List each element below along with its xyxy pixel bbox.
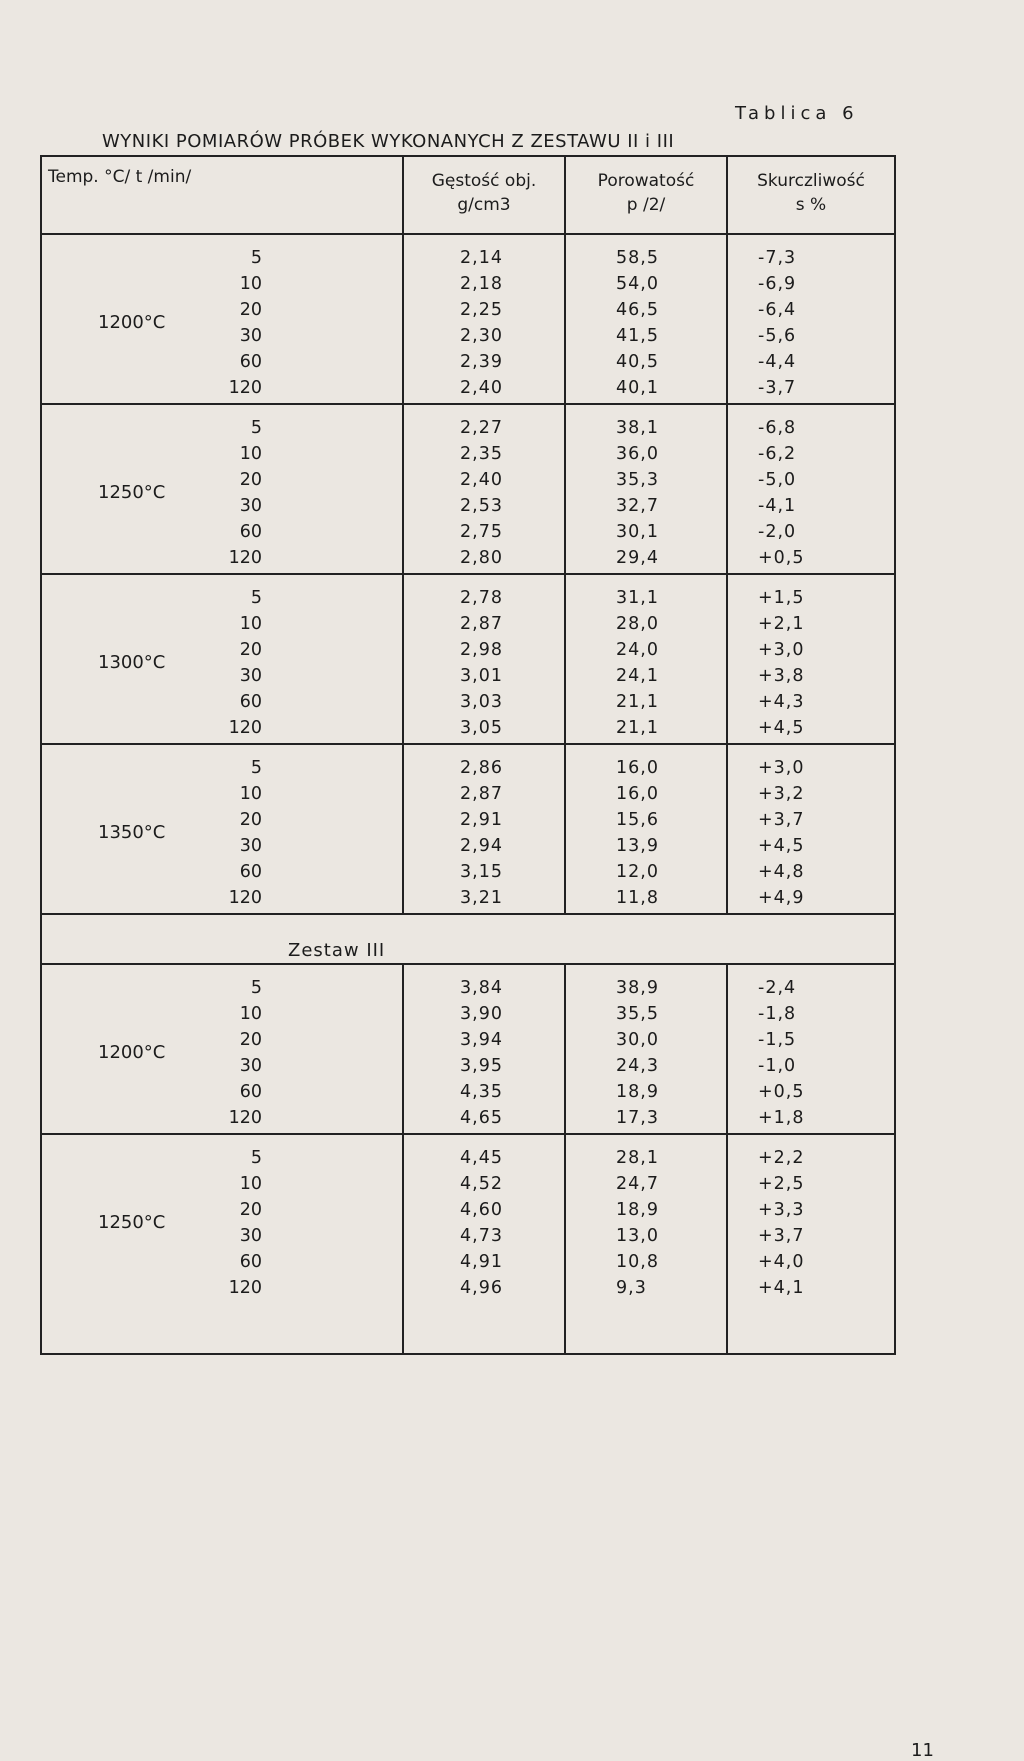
porosity-cell: 28,0 [616, 614, 659, 634]
header-divider [40, 233, 896, 235]
porosity-cell: 29,4 [616, 548, 659, 568]
header-porosity-unit: p /2/ [626, 195, 666, 215]
density-cell: 2,39 [460, 352, 503, 372]
porosity-cell: 24,1 [616, 666, 659, 686]
density-cell: 4,73 [460, 1226, 503, 1246]
shrinkage-cell: +4,0 [758, 1252, 805, 1272]
density-cell: 2,18 [460, 274, 503, 294]
shrinkage-cell: -1,0 [758, 1056, 797, 1076]
shrinkage-cell: -6,2 [758, 444, 797, 464]
shrinkage-cell: -1,8 [758, 1004, 797, 1024]
time-cell: 30 [239, 836, 262, 856]
group-divider [40, 1133, 896, 1135]
time-cell: 5 [250, 588, 262, 608]
results-table [40, 155, 896, 1355]
column-divider [402, 963, 404, 1355]
porosity-cell: 16,0 [616, 784, 659, 804]
density-cell: 2,86 [460, 758, 503, 778]
density-cell: 2,75 [460, 522, 503, 542]
column-divider [564, 963, 566, 1355]
density-cell: 2,40 [460, 378, 503, 398]
porosity-cell: 24,7 [616, 1174, 659, 1194]
time-cell: 20 [239, 1030, 262, 1050]
porosity-cell: 35,5 [616, 1004, 659, 1024]
time-cell: 20 [239, 640, 262, 660]
header-shrinkage [728, 169, 894, 217]
shrinkage-cell: +1,8 [758, 1108, 805, 1128]
time-cell: 30 [239, 1226, 262, 1246]
shrinkage-cell: +4,8 [758, 862, 805, 882]
header-porosity-label: Porowatość [597, 171, 695, 191]
time-cell: 30 [239, 496, 262, 516]
shrinkage-cell: -6,9 [758, 274, 797, 294]
temperature-label: 1250°C [98, 1212, 166, 1233]
time-cell: 10 [239, 1174, 262, 1194]
shrinkage-cell: +3,0 [758, 758, 805, 778]
porosity-cell: 11,8 [616, 888, 659, 908]
header-temp: Temp. °C/ t /min/ [48, 167, 192, 187]
density-cell: 2,14 [460, 248, 503, 268]
column-divider [726, 155, 728, 913]
density-cell: 3,95 [460, 1056, 503, 1076]
time-cell: 120 [228, 1108, 262, 1128]
temperature-label: 1250°C [98, 482, 166, 503]
zestaw-divider [40, 963, 896, 965]
shrinkage-cell: -4,1 [758, 496, 797, 516]
density-cell: 4,35 [460, 1082, 503, 1102]
porosity-cell: 21,1 [616, 692, 659, 712]
density-cell: 3,15 [460, 862, 503, 882]
density-cell: 2,78 [460, 588, 503, 608]
density-cell: 2,98 [460, 640, 503, 660]
header-density-unit: g/cm3 [457, 195, 511, 215]
density-cell: 2,87 [460, 614, 503, 634]
shrinkage-cell: -6,8 [758, 418, 797, 438]
porosity-cell: 24,3 [616, 1056, 659, 1076]
time-cell: 10 [239, 274, 262, 294]
density-cell: 3,84 [460, 978, 503, 998]
shrinkage-cell: -1,5 [758, 1030, 797, 1050]
time-cell: 60 [239, 1082, 262, 1102]
porosity-cell: 17,3 [616, 1108, 659, 1128]
density-cell: 3,94 [460, 1030, 503, 1050]
porosity-cell: 18,9 [616, 1200, 659, 1220]
shrinkage-cell: +3,3 [758, 1200, 805, 1220]
density-cell: 3,90 [460, 1004, 503, 1024]
density-cell: 4,60 [460, 1200, 503, 1220]
group-divider [40, 403, 896, 405]
shrinkage-cell: +3,8 [758, 666, 805, 686]
time-cell: 20 [239, 1200, 262, 1220]
shrinkage-cell: +4,5 [758, 718, 805, 738]
time-cell: 30 [239, 666, 262, 686]
density-cell: 2,87 [460, 784, 503, 804]
porosity-cell: 46,5 [616, 300, 659, 320]
density-cell: 4,65 [460, 1108, 503, 1128]
density-cell: 3,03 [460, 692, 503, 712]
porosity-cell: 35,3 [616, 470, 659, 490]
header-density [404, 169, 564, 217]
porosity-cell: 15,6 [616, 810, 659, 830]
density-cell: 4,96 [460, 1278, 503, 1298]
group-divider [40, 573, 896, 575]
porosity-cell: 41,5 [616, 326, 659, 346]
density-cell: 2,35 [460, 444, 503, 464]
density-cell: 2,94 [460, 836, 503, 856]
shrinkage-cell: +3,0 [758, 640, 805, 660]
porosity-cell: 32,7 [616, 496, 659, 516]
porosity-cell: 16,0 [616, 758, 659, 778]
porosity-cell: 58,5 [616, 248, 659, 268]
time-cell: 60 [239, 522, 262, 542]
porosity-cell: 30,1 [616, 522, 659, 542]
density-cell: 2,80 [460, 548, 503, 568]
porosity-cell: 13,9 [616, 836, 659, 856]
density-cell: 3,05 [460, 718, 503, 738]
density-cell: 4,45 [460, 1148, 503, 1168]
shrinkage-cell: +1,5 [758, 588, 805, 608]
shrinkage-cell: -5,6 [758, 326, 797, 346]
density-cell: 2,25 [460, 300, 503, 320]
time-cell: 5 [250, 978, 262, 998]
table-border-right [894, 155, 896, 1355]
density-cell: 3,21 [460, 888, 503, 908]
porosity-cell: 40,5 [616, 352, 659, 372]
time-cell: 60 [239, 862, 262, 882]
header-shrinkage-label: Skurczliwość [757, 171, 865, 191]
header-density-label: Gęstość obj. [431, 171, 537, 191]
time-cell: 5 [250, 758, 262, 778]
density-cell: 2,40 [460, 470, 503, 490]
density-cell: 2,91 [460, 810, 503, 830]
table-title: WYNIKI POMIARÓW PRÓBEK WYKONANYCH Z ZESTAWU II i III [102, 131, 675, 152]
time-cell: 20 [239, 470, 262, 490]
porosity-cell: 28,1 [616, 1148, 659, 1168]
shrinkage-cell: +3,2 [758, 784, 805, 804]
porosity-cell: 38,9 [616, 978, 659, 998]
time-cell: 120 [228, 718, 262, 738]
shrinkage-cell: -4,4 [758, 352, 797, 372]
shrinkage-cell: +4,1 [758, 1278, 805, 1298]
density-cell: 4,52 [460, 1174, 503, 1194]
shrinkage-cell: +3,7 [758, 810, 805, 830]
header-shrinkage-unit: s % [795, 195, 827, 215]
time-cell: 60 [239, 1252, 262, 1272]
column-divider [726, 963, 728, 1355]
time-cell: 20 [239, 810, 262, 830]
page-number: 11 [911, 1740, 934, 1761]
time-cell: 120 [228, 888, 262, 908]
table-border-bottom [40, 1353, 896, 1355]
column-divider [564, 155, 566, 913]
shrinkage-cell: -5,0 [758, 470, 797, 490]
density-cell: 3,01 [460, 666, 503, 686]
shrinkage-cell: +0,5 [758, 548, 805, 568]
time-cell: 120 [228, 1278, 262, 1298]
time-cell: 30 [239, 326, 262, 346]
density-cell: 2,27 [460, 418, 503, 438]
porosity-cell: 10,8 [616, 1252, 659, 1272]
shrinkage-cell: +0,5 [758, 1082, 805, 1102]
porosity-cell: 40,1 [616, 378, 659, 398]
time-cell: 60 [239, 692, 262, 712]
time-cell: 10 [239, 784, 262, 804]
porosity-cell: 30,0 [616, 1030, 659, 1050]
shrinkage-cell: +4,9 [758, 888, 805, 908]
shrinkage-cell: +2,1 [758, 614, 805, 634]
density-cell: 2,53 [460, 496, 503, 516]
temperature-label: 1350°C [98, 822, 166, 843]
porosity-cell: 9,3 [616, 1278, 647, 1298]
shrinkage-cell: +2,5 [758, 1174, 805, 1194]
porosity-cell: 54,0 [616, 274, 659, 294]
zestaw-label: Zestaw III [288, 940, 386, 961]
time-cell: 5 [250, 418, 262, 438]
shrinkage-cell: -3,7 [758, 378, 797, 398]
time-cell: 30 [239, 1056, 262, 1076]
shrinkage-cell: +2,2 [758, 1148, 805, 1168]
time-cell: 10 [239, 444, 262, 464]
shrinkage-cell: -2,0 [758, 522, 797, 542]
time-cell: 5 [250, 248, 262, 268]
time-cell: 60 [239, 352, 262, 372]
density-cell: 4,91 [460, 1252, 503, 1272]
shrinkage-cell: +4,5 [758, 836, 805, 856]
porosity-cell: 12,0 [616, 862, 659, 882]
porosity-cell: 21,1 [616, 718, 659, 738]
shrinkage-cell: -2,4 [758, 978, 797, 998]
time-cell: 120 [228, 378, 262, 398]
porosity-cell: 31,1 [616, 588, 659, 608]
group-divider [40, 743, 896, 745]
time-cell: 120 [228, 548, 262, 568]
porosity-cell: 36,0 [616, 444, 659, 464]
table-border-top [40, 155, 896, 157]
porosity-cell: 18,9 [616, 1082, 659, 1102]
table-number: Tablica 6 [735, 103, 859, 124]
porosity-cell: 24,0 [616, 640, 659, 660]
group-divider [40, 913, 896, 915]
header-porosity [566, 169, 726, 217]
density-cell: 2,30 [460, 326, 503, 346]
column-divider [402, 155, 404, 913]
porosity-cell: 38,1 [616, 418, 659, 438]
time-cell: 20 [239, 300, 262, 320]
shrinkage-cell: +4,3 [758, 692, 805, 712]
time-cell: 5 [250, 1148, 262, 1168]
shrinkage-cell: +3,7 [758, 1226, 805, 1246]
temperature-label: 1200°C [98, 1042, 166, 1063]
shrinkage-cell: -7,3 [758, 248, 797, 268]
table-border-left [40, 155, 42, 1355]
temperature-label: 1200°C [98, 312, 166, 333]
shrinkage-cell: -6,4 [758, 300, 797, 320]
temperature-label: 1300°C [98, 652, 166, 673]
time-cell: 10 [239, 614, 262, 634]
porosity-cell: 13,0 [616, 1226, 659, 1246]
time-cell: 10 [239, 1004, 262, 1024]
